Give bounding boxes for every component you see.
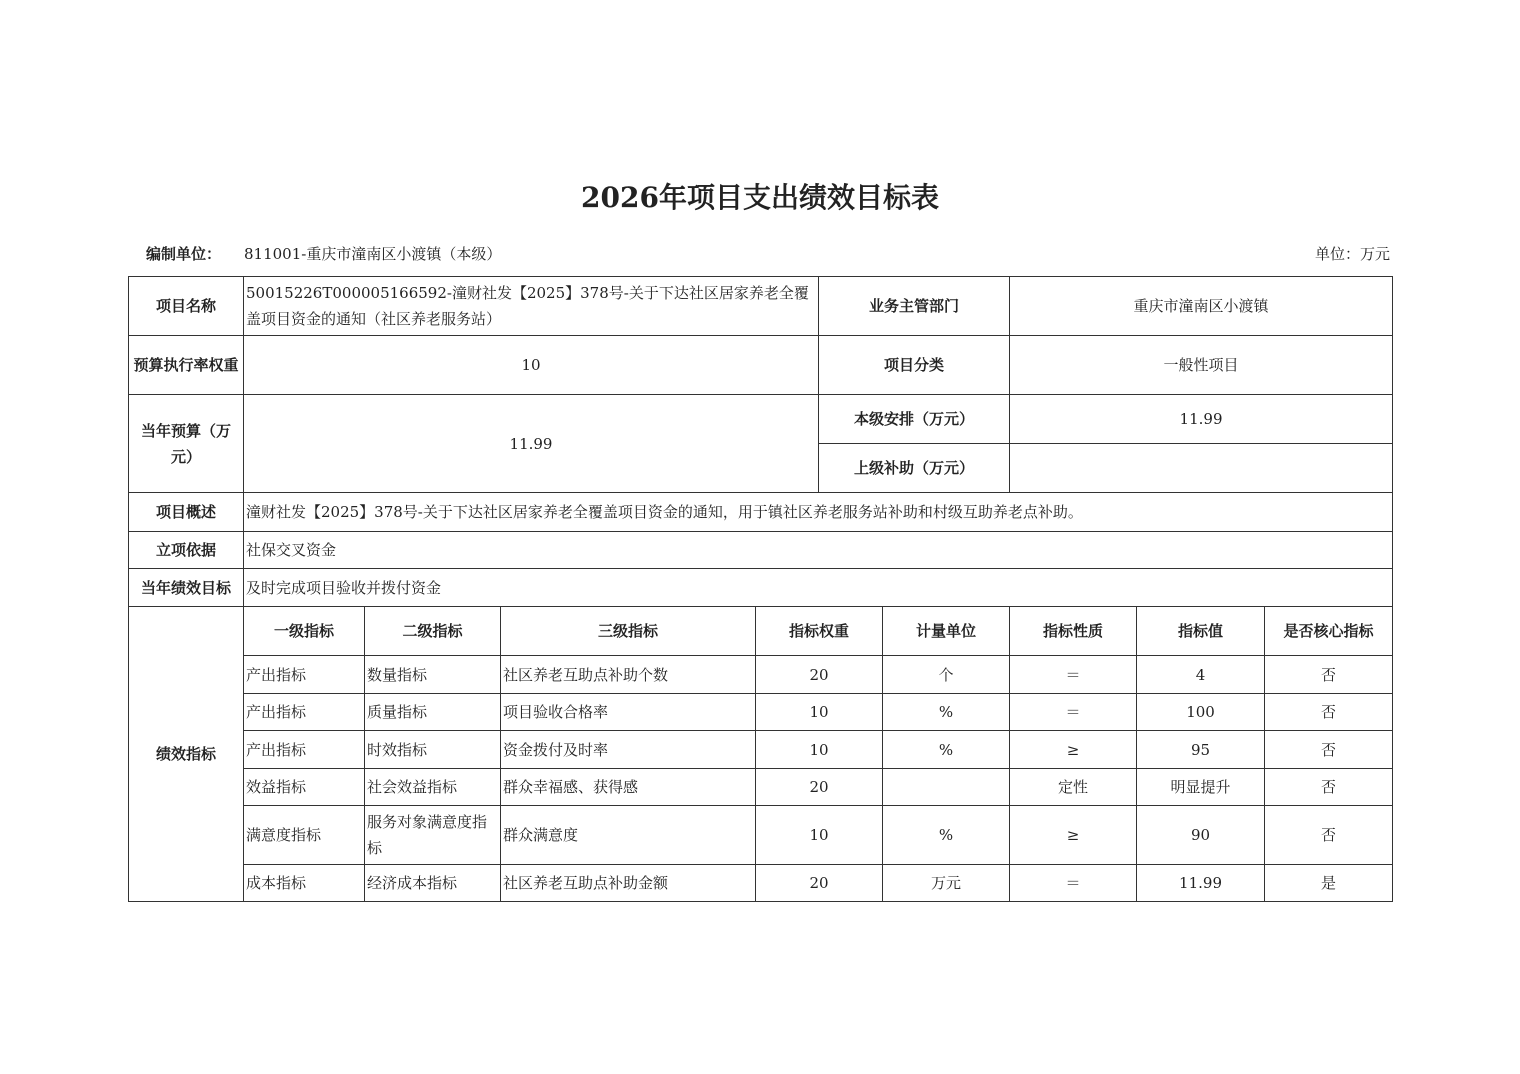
level3-cell: 项目验收合格率 bbox=[501, 694, 756, 731]
core-cell: 是 bbox=[1265, 865, 1393, 902]
table-row bbox=[129, 769, 1393, 806]
unit-cell bbox=[883, 769, 1010, 806]
unit-cell: % bbox=[883, 731, 1010, 769]
overview-value: 潼财社发【2025】378号-关于下达社区居家养老全覆盖项目资金的通知，用于镇社区养老服务站补助和村级互助养老点补助。 bbox=[244, 493, 1393, 532]
basis-value: 社保交叉资金 bbox=[244, 532, 1393, 569]
level1-cell: 成本指标 bbox=[244, 865, 365, 902]
level3-cell: 社区养老互助点补助金额 bbox=[501, 865, 756, 902]
header-value: 指标值 bbox=[1137, 607, 1265, 656]
nature-cell: ＝ bbox=[1010, 656, 1137, 694]
nature-cell: ≥ bbox=[1010, 806, 1137, 865]
core-cell: 否 bbox=[1265, 769, 1393, 806]
table-row bbox=[129, 731, 1393, 769]
unit-name: 811001-重庆市潼南区小渡镇（本级） bbox=[244, 245, 502, 263]
value-cell: 95 bbox=[1137, 731, 1265, 769]
level2-cell: 数量指标 bbox=[365, 656, 501, 694]
nature-cell: 定性 bbox=[1010, 769, 1137, 806]
local-label: 本级安排（万元） bbox=[819, 395, 1010, 444]
nature-cell: ≥ bbox=[1010, 731, 1137, 769]
weight-cell: 20 bbox=[756, 769, 883, 806]
budget-label: 当年预算（万元） bbox=[129, 395, 244, 493]
level3-cell: 资金拨付及时率 bbox=[501, 731, 756, 769]
level1-cell: 效益指标 bbox=[244, 769, 365, 806]
header-weight: 指标权重 bbox=[756, 607, 883, 656]
level3-cell: 群众满意度 bbox=[501, 806, 756, 865]
level2-cell: 服务对象满意度指标 bbox=[365, 806, 501, 865]
overview-label: 项目概述 bbox=[129, 493, 244, 532]
weight-label: 预算执行率权重 bbox=[129, 336, 244, 395]
page-title: 2026年项目支出绩效目标表 bbox=[581, 181, 939, 214]
table-row bbox=[129, 656, 1393, 694]
level1-cell: 产出指标 bbox=[244, 731, 365, 769]
table-row bbox=[129, 806, 1393, 865]
value-cell: 11.99 bbox=[1137, 865, 1265, 902]
level1-cell: 满意度指标 bbox=[244, 806, 365, 865]
header-level3: 三级指标 bbox=[501, 607, 756, 656]
performance-table bbox=[128, 276, 1393, 902]
level2-cell: 社会效益指标 bbox=[365, 769, 501, 806]
header-level1: 一级指标 bbox=[244, 607, 365, 656]
currency-unit: 单位：万元 bbox=[1314, 245, 1390, 263]
value-cell: 4 bbox=[1137, 656, 1265, 694]
table-row bbox=[129, 694, 1393, 731]
category-value: 一般性项目 bbox=[1010, 336, 1393, 395]
core-cell: 否 bbox=[1265, 731, 1393, 769]
value-cell: 100 bbox=[1137, 694, 1265, 731]
unit-cell: % bbox=[883, 694, 1010, 731]
header-unit: 计量单位 bbox=[883, 607, 1010, 656]
weight-cell: 10 bbox=[756, 806, 883, 865]
goal-label: 当年绩效目标 bbox=[129, 569, 244, 607]
upper-value bbox=[1010, 444, 1393, 493]
weight-value: 10 bbox=[244, 336, 819, 395]
project-name: 50015226T000005166592-潼财社发【2025】378号-关于下达社区居家养老全覆盖项目资金的通知（社区养老服务站） bbox=[244, 277, 819, 336]
unit-cell: 个 bbox=[883, 656, 1010, 694]
table-row bbox=[129, 865, 1393, 902]
value-cell: 90 bbox=[1137, 806, 1265, 865]
header-nature: 指标性质 bbox=[1010, 607, 1137, 656]
upper-label: 上级补助（万元） bbox=[819, 444, 1010, 493]
core-cell: 否 bbox=[1265, 694, 1393, 731]
level1-cell: 产出指标 bbox=[244, 694, 365, 731]
weight-cell: 10 bbox=[756, 694, 883, 731]
level3-cell: 社区养老互助点补助个数 bbox=[501, 656, 756, 694]
level2-cell: 质量指标 bbox=[365, 694, 501, 731]
value-cell: 明显提升 bbox=[1137, 769, 1265, 806]
category-label: 项目分类 bbox=[819, 336, 1010, 395]
level2-cell: 经济成本指标 bbox=[365, 865, 501, 902]
unit-cell: % bbox=[883, 806, 1010, 865]
unit-label: 编制单位： bbox=[146, 245, 222, 263]
core-cell: 否 bbox=[1265, 806, 1393, 865]
dept-label: 业务主管部门 bbox=[819, 277, 1010, 336]
level2-cell: 时效指标 bbox=[365, 731, 501, 769]
project-name-label: 项目名称 bbox=[129, 277, 244, 336]
weight-cell: 20 bbox=[756, 656, 883, 694]
nature-cell: ＝ bbox=[1010, 694, 1137, 731]
level1-cell: 产出指标 bbox=[244, 656, 365, 694]
goal-value: 及时完成项目验收并拨付资金 bbox=[244, 569, 1393, 607]
unit-cell: 万元 bbox=[883, 865, 1010, 902]
core-cell: 否 bbox=[1265, 656, 1393, 694]
header-level2: 二级指标 bbox=[365, 607, 501, 656]
budget-value: 11.99 bbox=[244, 395, 819, 493]
metrics-label: 绩效指标 bbox=[129, 607, 244, 902]
weight-cell: 10 bbox=[756, 731, 883, 769]
nature-cell: ＝ bbox=[1010, 865, 1137, 902]
dept-value: 重庆市潼南区小渡镇 bbox=[1010, 277, 1393, 336]
header-core: 是否核心指标 bbox=[1265, 607, 1393, 656]
weight-cell: 20 bbox=[756, 865, 883, 902]
level3-cell: 群众幸福感、获得感 bbox=[501, 769, 756, 806]
basis-label: 立项依据 bbox=[129, 532, 244, 569]
local-value: 11.99 bbox=[1010, 395, 1393, 444]
